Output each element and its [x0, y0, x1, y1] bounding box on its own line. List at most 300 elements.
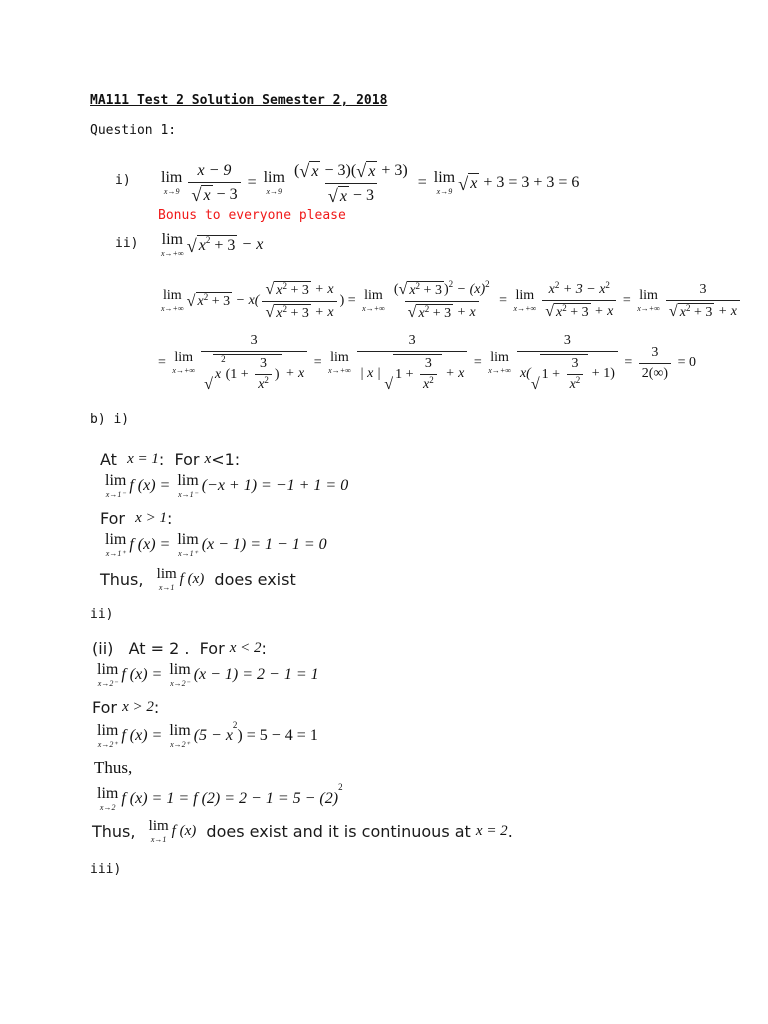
- math-group: [409, 280, 442, 299]
- lim-label: lim: [364, 288, 383, 303]
- radicand: [309, 161, 320, 181]
- math-text: 3: [571, 356, 579, 371]
- math-text: 3: [563, 333, 571, 348]
- radicand: [416, 304, 453, 322]
- b1-at-line: [100, 447, 240, 471]
- math-text: 3: [651, 344, 659, 360]
- numerator: [291, 161, 411, 183]
- lim-subscript: x→+∞: [513, 304, 537, 313]
- math-text: (5 − x: [193, 727, 233, 744]
- square-root: [187, 235, 238, 255]
- fraction: [201, 333, 307, 393]
- math-group: [198, 294, 231, 310]
- lim-label: lim: [162, 288, 182, 303]
- radicand: [540, 354, 589, 393]
- limit-operator: [637, 289, 660, 313]
- math-text: x: [204, 450, 212, 467]
- math-text: + 3: [690, 304, 713, 320]
- square-root: [299, 161, 320, 181]
- numerator: [568, 356, 581, 374]
- radical-sign-icon: √: [265, 281, 275, 299]
- lim-subscript: x→1⁻: [105, 490, 126, 499]
- radical-sign-icon: √: [299, 161, 310, 182]
- square-root: [356, 161, 377, 181]
- numerator: [248, 333, 261, 351]
- math-text: (: [393, 281, 399, 297]
- denominator: [262, 301, 336, 322]
- b1-left-limit: [102, 472, 348, 500]
- math-text: x: [198, 237, 206, 254]
- text-run: :: [261, 638, 267, 658]
- lim-subscript: x→+∞: [172, 366, 196, 375]
- fraction: [262, 281, 336, 322]
- lim-subscript: x→1⁺: [105, 549, 126, 558]
- lim-subscript: x→1⁺: [178, 549, 198, 558]
- lim-subscript: x→1: [158, 582, 175, 592]
- math-text: x: [569, 377, 576, 392]
- radicand: [197, 235, 238, 255]
- math-group: [204, 354, 304, 393]
- text-run: :: [153, 697, 160, 717]
- math-text: + 3): [377, 161, 408, 179]
- math-text: x: [258, 377, 265, 392]
- text-run: <1:: [211, 449, 241, 469]
- superscript: 2: [562, 302, 567, 313]
- math-part-i: [158, 155, 579, 211]
- square-root: [265, 281, 310, 299]
- lim-subscript: x→9: [163, 187, 180, 196]
- math-group: [294, 161, 408, 181]
- math-text: x: [203, 186, 211, 204]
- denominator: [357, 351, 468, 393]
- limit-operator: [105, 532, 126, 558]
- numerator: [648, 345, 661, 363]
- math-group: [545, 303, 613, 321]
- fraction: [567, 356, 584, 393]
- math-text: + 3: [287, 305, 309, 321]
- radicand: [393, 354, 442, 393]
- math-part-ii-head: [158, 228, 263, 262]
- superscript: 2: [485, 278, 490, 289]
- math-text: 1 +: [395, 366, 417, 382]
- math-text: ): [443, 281, 449, 297]
- math-text: + 3 = 3 + 3 = 6: [479, 174, 580, 191]
- denominator: [666, 300, 740, 321]
- lim-label: lim: [263, 169, 285, 186]
- superscript: 2: [232, 720, 238, 730]
- math-text: + x: [441, 365, 465, 381]
- square-root: [669, 303, 714, 321]
- denominator: [201, 351, 307, 393]
- lim-label: lim: [490, 350, 509, 365]
- superscript: 2: [448, 278, 454, 289]
- text-run: : For: [158, 449, 205, 469]
- fraction: [357, 333, 468, 393]
- lim-label: lim: [177, 531, 199, 548]
- math-group: [199, 237, 236, 255]
- radical-sign-icon: √: [265, 304, 275, 322]
- math-text: =: [470, 355, 486, 370]
- limit-operator: [514, 289, 537, 313]
- math-text: x: [470, 175, 478, 192]
- denominator: [517, 351, 618, 393]
- math-text: f (x) = 1 = f (2) = 2 − 1 = 5 − (2): [121, 790, 339, 807]
- radical-sign-icon: √: [356, 161, 367, 182]
- math-group: [276, 303, 309, 322]
- radical-sign-icon: √: [530, 375, 540, 393]
- fraction: [391, 278, 493, 322]
- math-text: = 0: [674, 355, 696, 370]
- math-text: x: [679, 304, 686, 320]
- math-text: 3: [408, 333, 416, 348]
- lim-subscript: x→2⁻: [97, 679, 118, 688]
- lim-label: lim: [105, 472, 127, 489]
- denominator: [255, 374, 272, 393]
- radicand: [196, 292, 233, 310]
- math-text: + x: [453, 304, 476, 320]
- math-text: f (x) =: [129, 536, 175, 553]
- lim-label: lim: [156, 565, 177, 582]
- math-text: − 3: [212, 185, 238, 203]
- math-group: [215, 356, 280, 393]
- math-group: [669, 303, 737, 321]
- square-root: [545, 303, 590, 321]
- text-run: Thus,: [94, 758, 133, 777]
- lim-label: lim: [148, 817, 169, 834]
- text-run: Thus,: [100, 569, 154, 589]
- math-text: x − 9: [197, 161, 232, 179]
- math-group: [276, 280, 309, 299]
- math-group: [408, 304, 476, 322]
- radical-sign-icon: √: [191, 185, 202, 206]
- radicand: [468, 173, 479, 193]
- superscript: 2: [338, 782, 343, 792]
- math-text: + 3: [208, 294, 231, 309]
- math-group: [548, 279, 610, 298]
- lim-label: lim: [169, 661, 191, 678]
- math-text: + x: [590, 303, 614, 319]
- numerator: [546, 279, 613, 300]
- limit-operator: [172, 351, 195, 375]
- lim-label: lim: [174, 350, 194, 365]
- b2-conclusion: [92, 816, 513, 846]
- math-text: 2(∞): [641, 365, 669, 381]
- fraction: [517, 333, 618, 393]
- lim-label: lim: [161, 169, 183, 186]
- limit-operator: [169, 662, 190, 688]
- lim-subscript: x→+∞: [161, 249, 184, 258]
- math-text: + 3: [420, 282, 442, 298]
- radicand: [338, 186, 349, 206]
- lim-subscript: x→+∞: [637, 304, 660, 313]
- radical-sign-icon: √: [186, 292, 196, 310]
- limit-operator: [488, 351, 511, 375]
- square-root: [458, 173, 479, 193]
- math-text: + 3: [566, 304, 589, 320]
- math-text: (−x + 1) = −1 + 1 = 0: [201, 477, 349, 494]
- radical-sign-icon: √: [407, 304, 417, 322]
- lim-subscript: x→+∞: [362, 304, 385, 313]
- radical-sign-icon: √: [384, 375, 394, 393]
- limit-operator: [434, 170, 455, 196]
- superscript: 2: [575, 375, 581, 385]
- math-text: =: [158, 355, 170, 370]
- limit-operator: [328, 351, 351, 375]
- math-group: [679, 302, 713, 321]
- math-text: x = 2: [475, 822, 508, 839]
- fraction: [639, 345, 671, 382]
- limit-operator: [161, 170, 182, 196]
- b2-left-limit: [94, 661, 319, 689]
- lim-label: lim: [330, 350, 349, 365]
- lim-label: lim: [639, 288, 658, 303]
- math-text: (x − 1) = 2 − 1 = 1: [193, 666, 319, 683]
- math-group: [360, 354, 465, 393]
- part-label-b-iii: iii): [90, 862, 122, 877]
- math-group: [265, 304, 333, 322]
- math-text: x: [276, 305, 283, 321]
- square-root: [191, 185, 212, 205]
- text-run: .: [507, 821, 513, 841]
- math-text: ): [274, 366, 280, 382]
- math-text: − x: [237, 236, 264, 253]
- lim-subscript: x→+∞: [161, 304, 184, 313]
- math-text: =: [413, 174, 431, 191]
- numerator: [262, 281, 336, 301]
- numerator: [561, 333, 574, 351]
- question-heading: Question 1:: [90, 123, 177, 138]
- math-text: f (x) =: [129, 477, 175, 494]
- radicand: [678, 303, 715, 321]
- math-text: x: [311, 162, 319, 180]
- math-text: + x: [714, 303, 738, 319]
- math-group: [258, 377, 269, 393]
- math-text: =: [620, 355, 636, 370]
- numerator: [422, 356, 435, 374]
- part-label-b-i: b) i): [90, 412, 130, 427]
- math-text: (: [293, 161, 300, 179]
- lim-subscript: x→9: [266, 187, 283, 196]
- document-title: MA111 Test 2 Solution Semester 2, 2018: [90, 93, 388, 108]
- math-text: (x − 1) = 1 − 1 = 0: [201, 536, 327, 553]
- limit-operator: [157, 567, 177, 592]
- superscript: 2: [429, 375, 434, 385]
- math-text: x: [197, 294, 204, 309]
- b1-for-line: [100, 506, 172, 530]
- radicand: [407, 281, 444, 299]
- text-run: :: [166, 508, 173, 528]
- lim-label: lim: [97, 661, 119, 678]
- radicand: [366, 161, 377, 181]
- math-text: f (x): [179, 570, 205, 587]
- lim-label: lim: [105, 531, 127, 548]
- radicand: [213, 354, 282, 393]
- math-text: =: [243, 174, 261, 191]
- text-run: does exist and it is continuous at: [196, 821, 476, 841]
- square-root: [204, 354, 282, 393]
- fraction: [188, 162, 240, 205]
- denominator: [188, 182, 240, 205]
- superscript: 2: [554, 279, 560, 290]
- math-group: [418, 303, 452, 322]
- lim-label: lim: [97, 722, 119, 739]
- square-root: [531, 354, 588, 393]
- text-run: For: [100, 508, 136, 528]
- limit-operator: [97, 723, 118, 749]
- math-text: + x: [310, 281, 334, 297]
- superscript: 2: [264, 375, 269, 385]
- math-text: + 3: [429, 305, 452, 321]
- radical-sign-icon: √: [398, 281, 408, 299]
- limit-operator: [97, 662, 118, 688]
- b2-continuity-equation: [94, 784, 343, 814]
- limit-operator: [97, 786, 118, 812]
- radicand: [274, 281, 311, 299]
- radicand: [201, 185, 212, 205]
- math-text: 3: [260, 356, 268, 371]
- math-group: [265, 281, 333, 299]
- math-text: x(: [519, 365, 531, 381]
- math-text: 3: [250, 333, 258, 348]
- superscript: 2: [605, 279, 610, 290]
- lim-subscript: x→2⁻: [170, 679, 190, 688]
- lim-subscript: x→2: [99, 803, 116, 812]
- math-text: =: [619, 293, 635, 308]
- b2-at-line: [92, 636, 267, 660]
- fraction: [542, 279, 616, 321]
- radical-sign-icon: √: [204, 375, 213, 393]
- fraction: [255, 356, 272, 393]
- limit-operator: [149, 819, 169, 844]
- superscript: 2: [221, 354, 226, 364]
- limit-operator: [177, 532, 198, 558]
- math-text: | x |: [359, 365, 385, 381]
- fraction: [291, 161, 411, 206]
- math-text: f (x) =: [121, 666, 167, 683]
- part-label-b-ii: ii): [90, 607, 114, 622]
- lim-subscript: x→2⁺: [97, 740, 118, 749]
- lim-label: lim: [433, 169, 456, 186]
- lim-subscript: x→2⁺: [170, 740, 190, 749]
- lim-subscript: x→1: [150, 834, 167, 844]
- lim-subscript: x→+∞: [328, 366, 351, 375]
- b2-thus-label: [94, 756, 132, 780]
- superscript: 2: [203, 292, 209, 302]
- fraction: [420, 356, 437, 393]
- math-text: x: [368, 162, 376, 180]
- numerator: [257, 356, 270, 374]
- math-text: − 3)(: [320, 161, 357, 179]
- superscript: 2: [415, 280, 421, 291]
- math-group: [191, 185, 237, 205]
- math-text: x: [214, 366, 222, 382]
- denominator: [567, 374, 584, 393]
- math-text: x: [422, 377, 430, 392]
- math-group: [520, 354, 615, 393]
- math-text: 1 +: [541, 366, 564, 382]
- math-text: f (x): [171, 822, 197, 839]
- lim-subscript: x→1⁻: [178, 490, 198, 499]
- math-text: x = 1: [127, 450, 159, 467]
- math-text: x > 2: [122, 698, 154, 715]
- text-run: At: [100, 449, 128, 469]
- math-text: x: [418, 305, 425, 321]
- math-text: x > 1: [135, 509, 167, 526]
- math-text: + 3: [287, 282, 309, 298]
- part-label-i: i): [115, 173, 131, 188]
- numerator: [195, 162, 235, 182]
- radical-sign-icon: √: [545, 303, 555, 321]
- superscript: 2: [282, 280, 288, 291]
- math-group: [423, 377, 434, 393]
- math-text: =: [310, 355, 326, 370]
- math-text: x: [548, 281, 555, 297]
- math-text: 3: [424, 356, 432, 371]
- math-text: + x: [310, 304, 334, 320]
- square-root: [398, 281, 443, 299]
- limit-operator: [169, 723, 190, 749]
- math-text: − 3: [348, 186, 374, 204]
- text-run: Thus,: [92, 821, 146, 841]
- denominator: [325, 183, 377, 206]
- numerator: [391, 278, 493, 301]
- denominator: [405, 301, 479, 322]
- part-label-ii: ii): [115, 236, 139, 251]
- radicand: [274, 304, 311, 322]
- superscript: 2: [205, 235, 211, 245]
- math-text: x: [556, 304, 563, 320]
- superscript: 2: [282, 303, 288, 314]
- lim-label: lim: [177, 472, 199, 489]
- denominator: [542, 300, 616, 321]
- b2-right-limit: [94, 722, 318, 750]
- math-text: ) =: [339, 293, 360, 308]
- square-root: [328, 186, 349, 206]
- b1-right-limit: [102, 531, 327, 559]
- math-text: f (x) =: [121, 727, 167, 744]
- b2-for-line: [92, 695, 159, 719]
- text-run: (ii) At = 2 . For: [92, 638, 230, 658]
- b1-conclusion: [100, 564, 296, 594]
- text-run: For: [92, 697, 123, 717]
- denominator: [639, 363, 671, 382]
- superscript: 2: [685, 302, 691, 313]
- math-text: x: [276, 282, 283, 298]
- text-run: does exist: [204, 569, 296, 589]
- lim-label: lim: [515, 288, 535, 303]
- math-text: − (x): [453, 281, 486, 297]
- lim-subscript: x→9: [436, 187, 453, 196]
- square-root: [265, 304, 310, 322]
- bonus-note: Bonus to everyone please: [158, 208, 346, 223]
- math-group: [542, 356, 587, 393]
- superscript: 2: [424, 303, 430, 314]
- math-part-ii-row1: [158, 268, 743, 334]
- math-text: x: [409, 282, 416, 298]
- math-group: [393, 278, 490, 299]
- lim-label: lim: [161, 231, 183, 248]
- radical-sign-icon: √: [327, 186, 338, 207]
- math-group: [556, 302, 589, 321]
- limit-operator: [161, 232, 184, 258]
- math-text: + 1): [588, 365, 615, 381]
- math-part-ii-row2: [158, 328, 696, 398]
- limit-operator: [264, 170, 285, 196]
- radical-sign-icon: √: [458, 173, 469, 194]
- limit-operator: [161, 289, 184, 313]
- math-text: + x: [281, 365, 305, 381]
- math-text: 3: [699, 281, 707, 297]
